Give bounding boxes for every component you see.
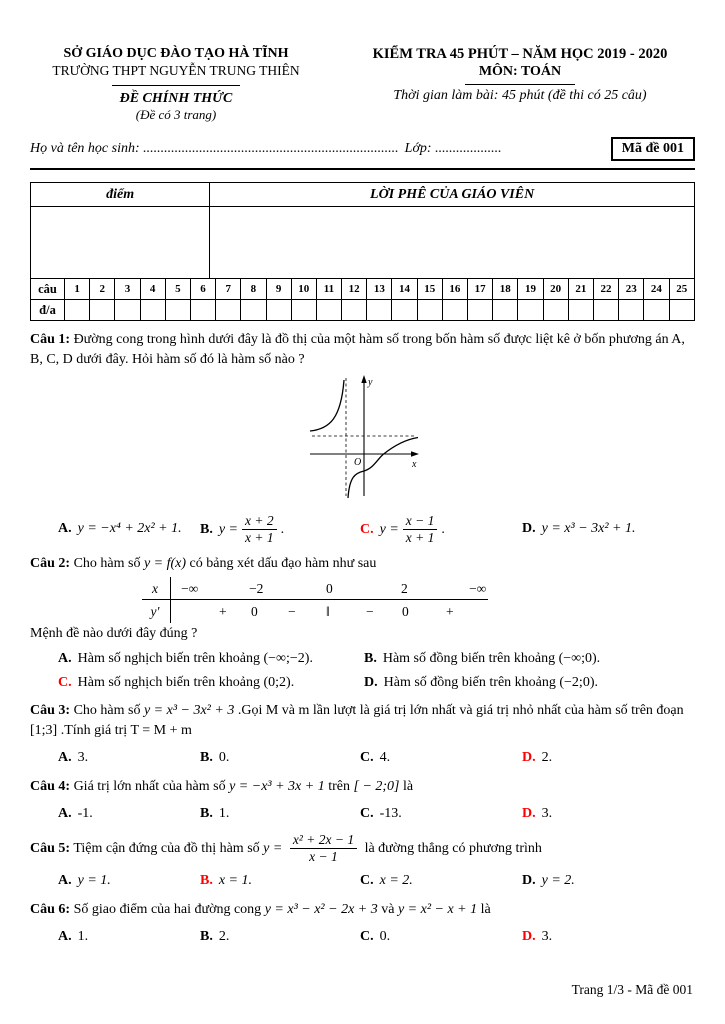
question-number: Câu 5: bbox=[30, 840, 71, 856]
answer-grid-question-number: 13 bbox=[367, 279, 392, 300]
derivative-sign: 0 bbox=[402, 603, 409, 619]
x-value: −∞ bbox=[469, 580, 487, 596]
option-a bbox=[58, 748, 200, 768]
option-letter: B. bbox=[200, 928, 213, 944]
answer-grid-number-row bbox=[31, 279, 695, 300]
option-value: y = 2. bbox=[541, 873, 575, 889]
option-value: x = 1. bbox=[218, 873, 253, 889]
option-value: y = 1. bbox=[77, 873, 111, 889]
answer-grid-question-number: 4 bbox=[140, 279, 165, 300]
school-name: TRƯỜNG THPT NGUYỄN TRUNG THIÊN bbox=[52, 63, 300, 78]
answer-grid-answer-cell bbox=[417, 300, 442, 321]
option-letter: C. bbox=[360, 521, 374, 537]
option-a bbox=[58, 804, 200, 824]
department-name: SỞ GIÁO DỤC ĐÀO TẠO HÀ TĨNH bbox=[63, 46, 289, 61]
question-6 bbox=[30, 900, 695, 947]
option-letter: D. bbox=[522, 521, 536, 537]
answer-grid-question-number: 7 bbox=[216, 279, 241, 300]
y-axis-label: y bbox=[367, 376, 372, 388]
answer-grid-question-label: câu bbox=[31, 279, 65, 300]
option-value: 0. bbox=[379, 928, 391, 944]
fraction bbox=[290, 833, 357, 864]
option-a bbox=[58, 649, 364, 669]
fraction bbox=[242, 514, 277, 545]
answer-grid-answer-cell bbox=[216, 300, 241, 321]
answer-grid-question-number: 15 bbox=[417, 279, 442, 300]
option-c bbox=[360, 748, 522, 768]
teacher-comment-empty-cell bbox=[210, 207, 695, 279]
question-formula: y = f(x) bbox=[143, 555, 187, 571]
options-row bbox=[30, 514, 695, 545]
answer-grid-question-number: 1 bbox=[65, 279, 90, 300]
horizontal-rule bbox=[30, 168, 695, 170]
question-4 bbox=[30, 777, 695, 824]
fraction-denominator: x − 1 bbox=[309, 849, 338, 865]
answer-grid-question-number: 8 bbox=[241, 279, 266, 300]
question-3 bbox=[30, 701, 695, 768]
exam-title: KIỂM TRA 45 PHÚT – NĂM HỌC 2019 - 2020 bbox=[372, 46, 668, 62]
options-grid bbox=[30, 649, 695, 693]
option-c bbox=[360, 804, 522, 824]
official-exam-label: ĐỀ CHÍNH THỨC bbox=[119, 91, 233, 106]
answer-grid-question-number: 2 bbox=[90, 279, 115, 300]
answer-grid-question-number: 18 bbox=[493, 279, 518, 300]
option-value: 3. bbox=[77, 750, 89, 766]
question-number: Câu 6: bbox=[30, 902, 71, 918]
y-axis-arrow bbox=[361, 375, 366, 383]
fraction-numerator: x + 2 bbox=[242, 514, 277, 530]
answer-grid-answer-cell bbox=[442, 300, 467, 321]
answer-grid-answer-row bbox=[31, 300, 695, 321]
derivative-sign: − bbox=[288, 603, 296, 619]
yprime-row-values bbox=[170, 600, 488, 623]
option-c bbox=[360, 514, 522, 545]
option-value: 4. bbox=[379, 750, 391, 766]
option-b bbox=[364, 649, 695, 669]
answer-grid-answer-cell bbox=[65, 300, 90, 321]
score-empty-cell bbox=[31, 207, 210, 279]
divider-line bbox=[112, 85, 240, 86]
option-letter: C. bbox=[360, 873, 374, 889]
question-formula-2: y = x² − x + 1 bbox=[397, 902, 478, 918]
option-a bbox=[58, 519, 200, 539]
option-formula-suffix: . bbox=[280, 521, 285, 537]
option-letter: C. bbox=[360, 805, 374, 821]
sign-table-yprime-row bbox=[142, 600, 488, 623]
option-text: Hàm số nghịch biến trên khoảng (−∞;−2). bbox=[77, 650, 313, 666]
options-row bbox=[30, 804, 695, 824]
option-d bbox=[522, 519, 695, 539]
option-letter: C. bbox=[360, 750, 374, 766]
answer-grid-answer-cell bbox=[316, 300, 341, 321]
answer-grid-question-number: 5 bbox=[165, 279, 190, 300]
question-prompt: Mệnh đề nào dưới đây đúng ? bbox=[30, 625, 198, 641]
answer-grid-answer-cell bbox=[518, 300, 543, 321]
option-formula: y = −x⁴ + 2x² + 1. bbox=[77, 521, 182, 537]
answer-grid-answer-cell bbox=[165, 300, 190, 321]
option-a bbox=[58, 871, 200, 891]
answer-grid-answer-cell bbox=[266, 300, 291, 321]
yprime-row-label: y' bbox=[150, 603, 160, 619]
option-formula-prefix: y = bbox=[379, 521, 399, 537]
question-number: Câu 4: bbox=[30, 779, 71, 795]
option-value: -13. bbox=[379, 805, 402, 821]
curve-left-branch bbox=[310, 380, 344, 431]
question-text: Số giao điểm của hai đường cong bbox=[73, 902, 262, 918]
page-footer: Trang 1/3 - Mã đề 001 bbox=[571, 982, 693, 997]
answer-grid-question-number: 25 bbox=[669, 279, 695, 300]
option-text: Hàm số đồng biến trên khoảng (−2;0). bbox=[383, 674, 598, 690]
fraction-denominator: x + 1 bbox=[245, 529, 274, 545]
question-1 bbox=[30, 330, 695, 545]
exam-subject: MÔN: TOÁN bbox=[478, 64, 562, 79]
answer-grid-answer-label: đ/a bbox=[31, 300, 65, 321]
header-left bbox=[30, 46, 322, 123]
answer-grid-answer-cell bbox=[493, 300, 518, 321]
option-b bbox=[200, 748, 360, 768]
answer-grid-question-number: 16 bbox=[442, 279, 467, 300]
question-number: Câu 2: bbox=[30, 555, 71, 571]
pages-note: (Đề có 3 trang) bbox=[135, 107, 217, 122]
answer-grid-answer-cell bbox=[392, 300, 417, 321]
question-text: Cho hàm số bbox=[73, 703, 141, 719]
option-a bbox=[58, 927, 200, 947]
fraction-denominator: x + 1 bbox=[405, 529, 435, 545]
answer-grid-answer-cell bbox=[644, 300, 669, 321]
answer-grid-answer-cell bbox=[543, 300, 568, 321]
fraction-numerator: x² + 2x − 1 bbox=[290, 833, 357, 849]
question-text: trên bbox=[328, 779, 350, 795]
option-text: Hàm số đồng biến trên khoảng (−∞;0). bbox=[382, 650, 601, 666]
answer-grid-question-number: 14 bbox=[392, 279, 417, 300]
answer-grid-answer-cell bbox=[468, 300, 493, 321]
student-class-line: Lớp: ................... bbox=[404, 141, 502, 156]
option-value: x = 2. bbox=[379, 873, 413, 889]
option-letter: A. bbox=[58, 521, 72, 537]
answer-grid-question-number: 11 bbox=[316, 279, 341, 300]
option-letter: A. bbox=[58, 750, 72, 766]
option-letter: B. bbox=[200, 750, 213, 766]
graph-container bbox=[30, 372, 695, 507]
question-interval: [ − 2;0] bbox=[353, 779, 400, 795]
fraction bbox=[403, 514, 438, 545]
answer-grid-answer-cell bbox=[90, 300, 115, 321]
option-b bbox=[200, 927, 360, 947]
option-letter: C. bbox=[58, 674, 72, 690]
option-text: Hàm số nghịch biến trên khoảng (0;2). bbox=[77, 674, 295, 690]
option-value: 2. bbox=[218, 928, 230, 944]
option-value: 3. bbox=[541, 928, 553, 944]
answer-grid-answer-cell bbox=[115, 300, 140, 321]
derivative-sign: + bbox=[219, 603, 227, 619]
option-c bbox=[360, 871, 522, 891]
question-text: Đường cong trong hình dưới đây là đồ thị của một hàm số trong bốn hàm số được liệt kê ở bốn phương án A, B, C, D dưới đây. Hỏi hàm số đó là hàm số nào ? bbox=[30, 332, 685, 367]
derivative-sign: ‖ bbox=[326, 603, 330, 619]
answer-grid-answer-cell bbox=[568, 300, 593, 321]
option-value: 1. bbox=[77, 928, 89, 944]
option-letter: A. bbox=[58, 650, 72, 666]
question-formula-prefix: y = bbox=[263, 840, 283, 856]
x-value: 0 bbox=[326, 580, 333, 596]
question-text: có bảng xét dấu đạo hàm như sau bbox=[189, 555, 377, 571]
option-d bbox=[522, 927, 695, 947]
option-d bbox=[522, 871, 695, 891]
option-d bbox=[522, 804, 695, 824]
option-letter: D. bbox=[522, 805, 536, 821]
x-value: −2 bbox=[249, 580, 264, 596]
options-row bbox=[30, 871, 695, 891]
fraction-numerator: x − 1 bbox=[403, 514, 438, 530]
option-letter: B. bbox=[364, 650, 377, 666]
question-text: .Gọi M và m lần lượt là giá trị lớn nhất và giá trị nhỏ nhất của hàm số trên đoạn [1;3] .Tính giá trị T = M + m bbox=[30, 703, 684, 739]
x-axis-arrow bbox=[411, 451, 419, 456]
options-row bbox=[30, 927, 695, 947]
option-formula: y = x³ − 3x² + 1. bbox=[541, 521, 636, 537]
score-header-cell: điểm bbox=[31, 183, 210, 207]
exam-code-badge: Mã đề 001 bbox=[611, 137, 695, 161]
question-formula: y = −x³ + 3x + 1 bbox=[229, 779, 325, 795]
sign-table bbox=[142, 577, 488, 624]
option-value: 2. bbox=[541, 750, 553, 766]
sign-table-x-row bbox=[142, 577, 488, 600]
answer-grid-answer-cell bbox=[291, 300, 316, 321]
teacher-comment-header-cell: LỜI PHÊ CỦA GIÁO VIÊN bbox=[210, 183, 695, 207]
x-value: 2 bbox=[401, 580, 408, 596]
option-c bbox=[360, 927, 522, 947]
option-formula-prefix: y = bbox=[218, 521, 239, 537]
x-value: −∞ bbox=[181, 580, 199, 596]
option-letter: D. bbox=[522, 750, 536, 766]
answer-grid-question-number: 23 bbox=[619, 279, 644, 300]
question-text: Giá trị lớn nhất của hàm số bbox=[73, 779, 226, 795]
option-formula-suffix: . bbox=[441, 521, 445, 537]
header-right bbox=[345, 46, 695, 123]
option-b bbox=[200, 804, 360, 824]
answer-grid-answer-cell bbox=[669, 300, 695, 321]
option-letter: B. bbox=[200, 521, 213, 537]
options-row bbox=[30, 748, 695, 768]
option-letter: A. bbox=[58, 805, 72, 821]
answer-grid-answer-cell bbox=[140, 300, 165, 321]
option-value: 1. bbox=[218, 805, 230, 821]
option-letter: A. bbox=[58, 928, 72, 944]
answer-grid-question-number: 3 bbox=[115, 279, 140, 300]
option-letter: B. bbox=[200, 805, 213, 821]
question-5 bbox=[30, 833, 695, 891]
option-value: -1. bbox=[77, 805, 93, 821]
option-value: 3. bbox=[541, 805, 553, 821]
x-row-values bbox=[170, 577, 488, 599]
origin-label: O bbox=[353, 456, 361, 468]
question-text: Tiệm cận đứng của đồ thị hàm số bbox=[73, 840, 260, 856]
option-d bbox=[522, 748, 695, 768]
question-number: Câu 1: bbox=[30, 332, 71, 347]
grade-table bbox=[30, 182, 695, 279]
question-text: là bbox=[403, 779, 414, 795]
option-letter: D. bbox=[522, 873, 536, 889]
option-letter: C. bbox=[360, 928, 374, 944]
answer-grid-question-number: 9 bbox=[266, 279, 291, 300]
divider-line bbox=[465, 84, 575, 85]
x-axis-label: x bbox=[411, 458, 416, 470]
derivative-sign: − bbox=[366, 603, 374, 619]
answer-grid-answer-cell bbox=[190, 300, 215, 321]
question-text: Cho hàm số bbox=[73, 555, 141, 571]
answer-grid-question-number: 10 bbox=[291, 279, 316, 300]
option-b bbox=[200, 871, 360, 891]
answer-grid bbox=[30, 278, 695, 321]
answer-grid-answer-cell bbox=[593, 300, 618, 321]
answer-grid-question-number: 21 bbox=[568, 279, 593, 300]
question-number: Câu 3: bbox=[30, 703, 71, 719]
answer-grid-question-number: 24 bbox=[644, 279, 669, 300]
answer-grid-question-number: 20 bbox=[543, 279, 568, 300]
derivative-sign: 0 bbox=[251, 603, 258, 619]
answer-grid-question-number: 12 bbox=[342, 279, 367, 300]
question-text: và bbox=[381, 902, 395, 918]
option-b bbox=[200, 514, 360, 545]
function-graph bbox=[302, 372, 424, 500]
student-row bbox=[30, 137, 695, 161]
answer-grid-answer-cell bbox=[619, 300, 644, 321]
answer-grid-question-number: 19 bbox=[518, 279, 543, 300]
question-text: là bbox=[480, 902, 491, 918]
answer-grid-answer-cell bbox=[241, 300, 266, 321]
question-formula: y = x³ − 3x² + 3 bbox=[143, 703, 235, 719]
option-c bbox=[58, 673, 364, 693]
option-value: 0. bbox=[218, 750, 230, 766]
derivative-sign: + bbox=[446, 603, 454, 619]
exam-duration: Thời gian làm bài: 45 phút (đề thi có 25 câu) bbox=[393, 88, 647, 103]
option-d bbox=[364, 673, 695, 693]
answer-grid-question-number: 6 bbox=[190, 279, 215, 300]
option-letter: B. bbox=[200, 873, 213, 889]
question-text: là đường thẳng có phương trình bbox=[364, 840, 542, 856]
x-row-label: x bbox=[152, 580, 158, 596]
answer-grid-answer-cell bbox=[367, 300, 392, 321]
option-letter: D. bbox=[364, 674, 378, 690]
option-letter: A. bbox=[58, 873, 72, 889]
question-formula-1: y = x³ − x² − 2x + 3 bbox=[264, 902, 378, 918]
header bbox=[30, 46, 695, 123]
answer-grid-question-number: 22 bbox=[593, 279, 618, 300]
answer-grid-answer-cell bbox=[342, 300, 367, 321]
student-name-line: Họ và tên học sinh: ......................................................................... bbox=[30, 141, 399, 156]
answer-grid-question-number: 17 bbox=[468, 279, 493, 300]
option-letter: D. bbox=[522, 928, 536, 944]
question-2 bbox=[30, 554, 695, 693]
